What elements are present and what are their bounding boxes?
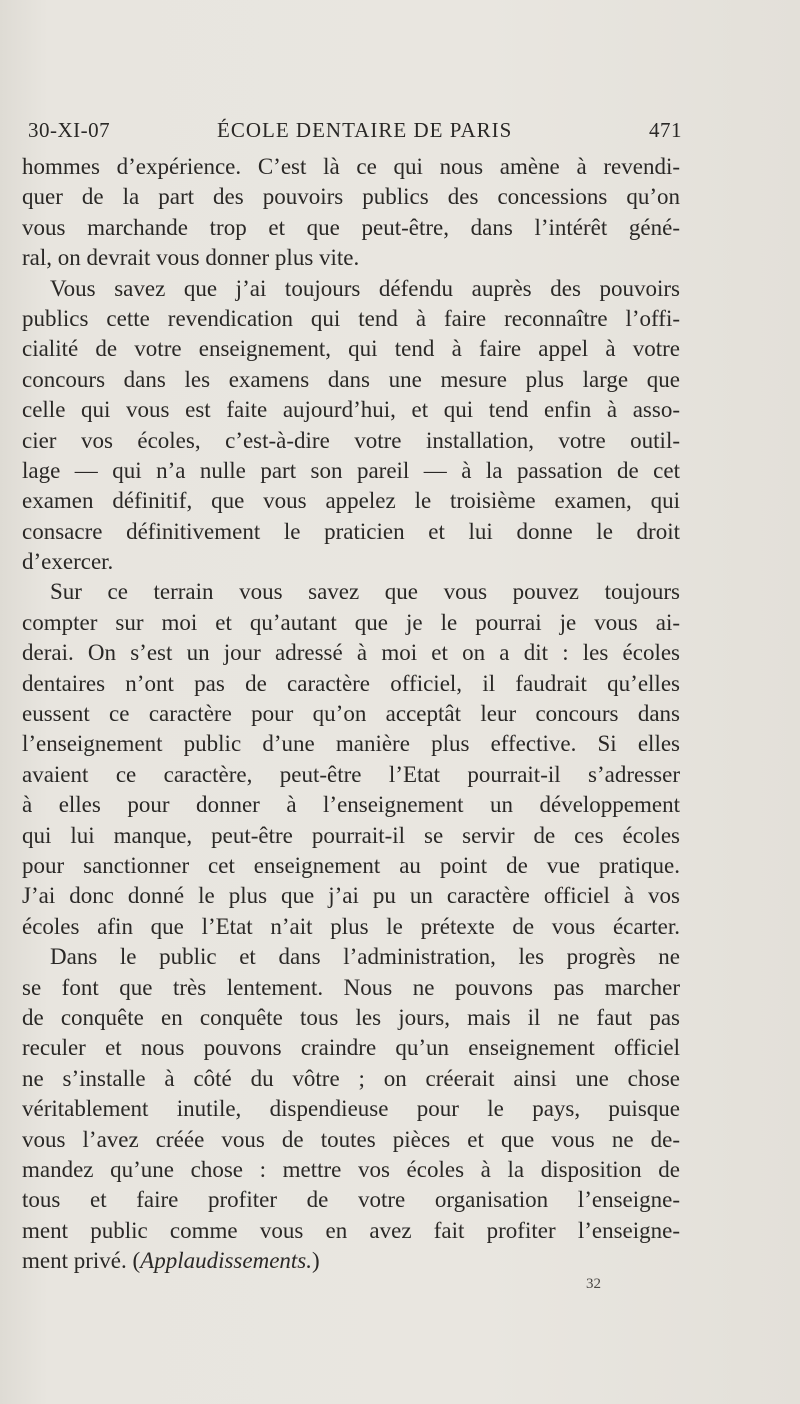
- text-line: se font que très lentement. Nous ne pouvons pas marcher: [22, 974, 680, 1000]
- text-line: cier vos écoles, c’est-à-dire votre installation, votre outil-: [22, 427, 680, 453]
- final-line-close: ): [312, 1248, 320, 1274]
- text-line: cialité de votre enseignement, qui tend à faire appel à votre: [22, 336, 680, 362]
- text-line: quer de la part des pouvoirs publics des concessions qu’on: [22, 184, 680, 210]
- text-line: hommes d’expérience. C’est là ce qui nous amène à revendi-: [22, 154, 680, 179]
- body-text: [22, 152, 680, 1276]
- text-line: eussent ce caractère pour qu’on acceptât leur concours dans: [22, 701, 680, 727]
- text-line: mandez qu’une chose : mettre vos écoles à la disposition de: [22, 1156, 680, 1182]
- page-number: 471: [649, 118, 682, 142]
- text-line: véritablement inutile, dispendieuse pour le pays, puisque: [22, 1096, 680, 1122]
- text-line: dentaires n’ont pas de caractère officiel, il faudrait qu’elles: [22, 670, 680, 696]
- text-line: avaient ce caractère, peut-être l’Etat pourrait-il s’adresser: [22, 761, 680, 787]
- text-line: lage — qui n’a nulle part son pareil — à la passation de cet: [22, 457, 680, 483]
- text-line: qui lui manque, peut-être pourrait-il se servir de ces écoles: [22, 822, 680, 848]
- header-date: 30-XI-07: [28, 118, 111, 142]
- text-line: vous marchande trop et que peut-être, dans l’intérêt géné-: [22, 214, 680, 240]
- text-line: pour sanctionner cet enseignement au point de vue pratique.: [22, 852, 680, 878]
- header-title: ÉCOLE DENTAIRE DE PARIS: [217, 118, 513, 142]
- text-line: à elles pour donner à l’enseignement un développement: [22, 792, 680, 818]
- text-line: examen définitif, que vous appelez le troisième examen, qui: [22, 488, 680, 514]
- text-line: reculer et nous pouvons craindre qu’un enseignement officiel: [22, 1035, 680, 1061]
- applause-note: Applaudissements.: [140, 1248, 313, 1274]
- text-line: ment public comme vous en avez fait profiter l’enseigne-: [22, 1217, 680, 1243]
- final-line-text: ment privé. (: [22, 1248, 141, 1274]
- text-line: Dans le public et dans l’administration, les progrès ne: [50, 944, 680, 970]
- final-line: [22, 1246, 680, 1276]
- text-line: Vous savez que j’ai toujours défendu auprès des pouvoirs: [50, 275, 680, 301]
- running-header: [28, 118, 682, 146]
- text-line: concours dans les examens dans une mesure plus large que: [22, 366, 680, 392]
- text-line: écoles afin que l’Etat n’ait plus le prétexte de vous écarter.: [22, 913, 680, 939]
- text-line: consacre définitivement le praticien et lui donne le droit: [22, 518, 680, 544]
- signature-mark: 32: [586, 1276, 601, 1292]
- text-line: l’enseignement public d’une manière plus effective. Si elles: [22, 731, 680, 757]
- text-line: derai. On s’est un jour adressé à moi et on a dit : les écoles: [22, 640, 680, 666]
- text-line: d’exercer.: [22, 549, 114, 575]
- text-line: J’ai donc donné le plus que j’ai pu un caractère officiel à vos: [22, 883, 680, 909]
- text-line: vous l’avez créée vous de toutes pièces et que vous ne de-: [22, 1126, 680, 1152]
- text-line: celle qui vous est faite aujourd’hui, et qui tend enfin à asso-: [22, 397, 680, 423]
- text-line: tous et faire profiter de votre organisation l’enseigne-: [22, 1187, 680, 1213]
- text-line: publics cette revendication qui tend à faire reconnaître l’offi-: [22, 305, 680, 331]
- text-line: Sur ce terrain vous savez que vous pouvez toujours: [50, 579, 680, 605]
- text-line: ral, on devrait vous donner plus vite.: [22, 245, 360, 271]
- text-line: de conquête en conquête tous les jours, mais il ne faut pas: [22, 1004, 680, 1030]
- text-line: compter sur moi et qu’autant que je le pourrai je vous ai-: [22, 609, 680, 635]
- text-line: ne s’installe à côté du vôtre ; on créerait ainsi une chose: [22, 1065, 680, 1091]
